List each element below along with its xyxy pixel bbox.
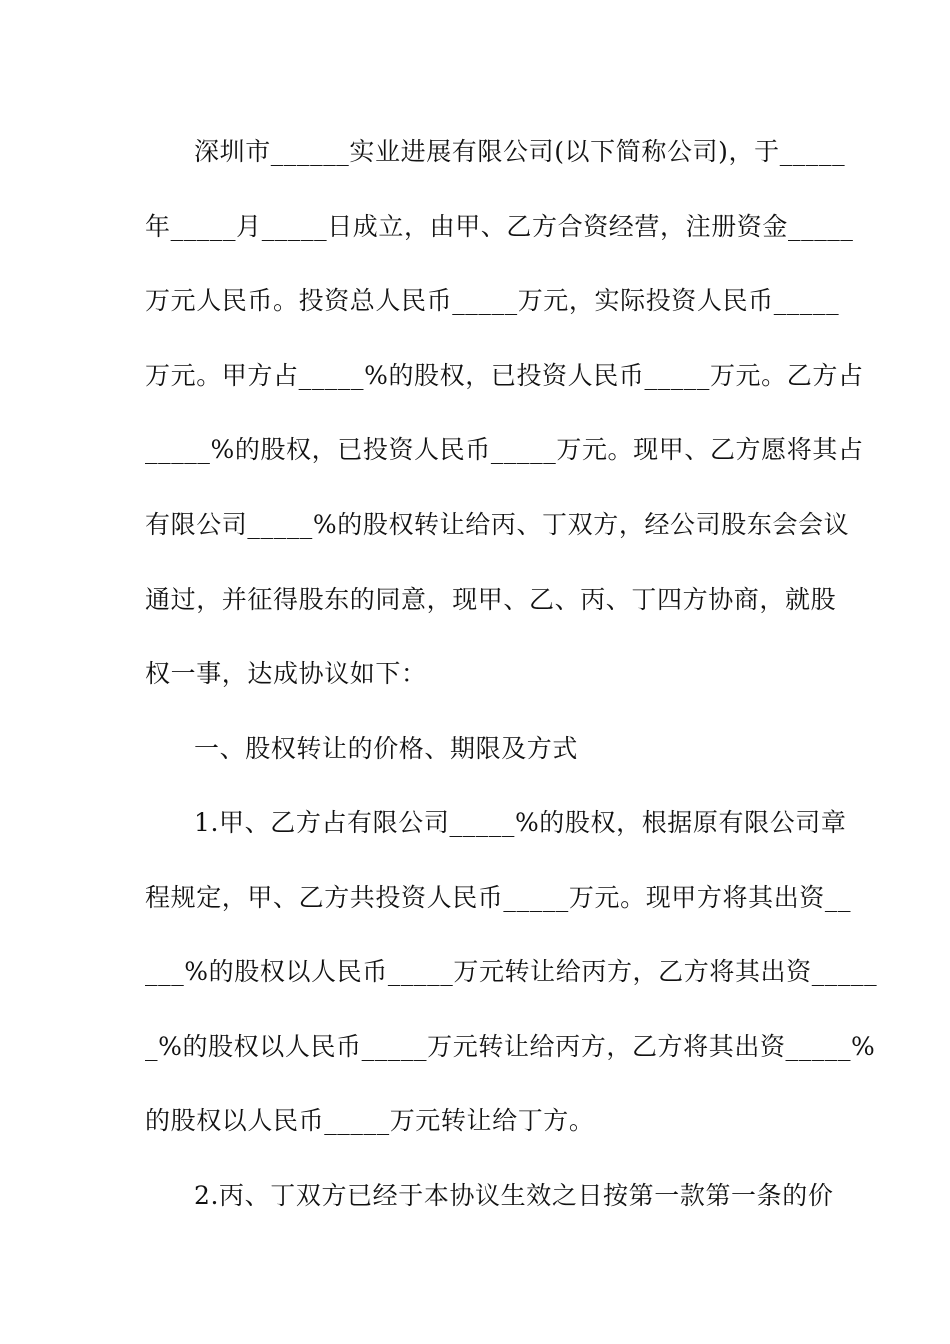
paragraph-line: 的股权以人民币_____万元转让给丁方。 bbox=[145, 1106, 595, 1135]
paragraph-line: 深圳市______实业进展有限公司(以下简称公司)，于_____ bbox=[194, 137, 846, 166]
section-heading: 一、股权转让的价格、期限及方式 bbox=[194, 734, 579, 763]
paragraph-line: 权一事，达成协议如下： bbox=[145, 659, 427, 688]
paragraph-line: 万元人民币。投资总人民币_____万元，实际投资人民币_____ bbox=[145, 286, 840, 315]
paragraph-line: 有限公司_____%的股权转让给丙、丁双方，经公司股东会会议 bbox=[145, 510, 850, 539]
paragraph-line: 年_____月_____日成立，由甲、乙方合资经营，注册资金_____ bbox=[145, 212, 854, 241]
paragraph-line: 程规定，甲、乙方共投资人民币_____万元。现甲方将其出资__ bbox=[145, 883, 852, 912]
paragraph-line: _%的股权以人民币_____万元转让给丙方，乙方将其出资_____% bbox=[145, 1032, 876, 1061]
paragraph-line: 万元。甲方占_____%的股权，已投资人民币_____万元。乙方占 bbox=[145, 361, 864, 390]
paragraph-line: ___%的股权以人民币_____万元转让给丙方，乙方将其出资_____ bbox=[145, 957, 878, 986]
paragraph-line: 1.甲、乙方占有限公司_____%的股权，根据原有限公司章 bbox=[194, 808, 847, 837]
paragraph-line: 通过，并征得股东的同意，现甲、乙、丙、丁四方协商，就股 bbox=[145, 585, 837, 614]
paragraph-line: _____%的股权，已投资人民币_____万元。现甲、乙方愿将其占 bbox=[145, 435, 864, 464]
paragraph-line: 2.丙、丁双方已经于本协议生效之日按第一款第一条的价 bbox=[194, 1181, 834, 1210]
